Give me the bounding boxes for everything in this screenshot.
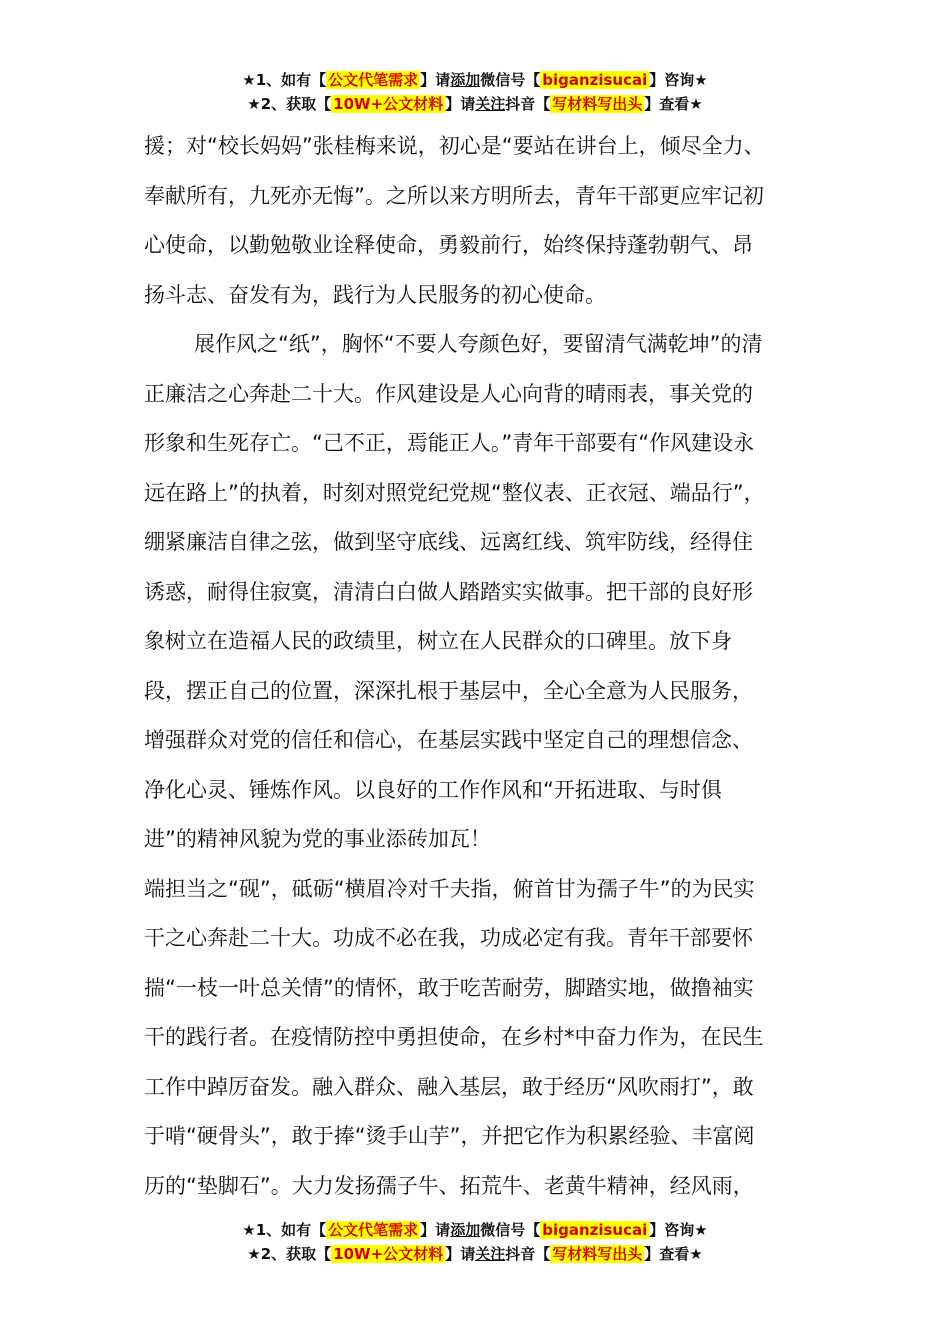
text-line: 援；对“校长妈妈”张桂梅来说，初心是“要站在讲台上，倾尽全力、 <box>144 134 765 158</box>
highlight-materials: 10W+公文材料 <box>333 95 444 113</box>
paragraph-3 <box>144 865 814 1212</box>
text-line: 绷紧廉洁自律之弦，做到坚守底线、远离红线、筑牢防线，经得住 <box>144 530 753 554</box>
highlight-wechat-id: biganzisucai <box>542 1221 648 1239</box>
text-line: 揣“一枝一叶总关情”的情怀，敢于吃苦耐劳，脚踏实地，做撸袖实 <box>144 975 754 1000</box>
text-line: 干之心奔赴二十大。功成不必在我，功成必定有我。青年干部要怀 <box>144 926 753 950</box>
banner-text: ★2、获取【 <box>247 95 332 113</box>
banner-text: 】查看★ <box>644 1245 703 1263</box>
text-line: 于啃“硬骨头”，敢于捧“烫手山芋”，并把它作为积累经验、丰富阅 <box>144 1124 755 1148</box>
document-body <box>144 122 814 1211</box>
text-line: 正廉洁之心奔赴二十大。作风建设是人心向背的晴雨表，事关党的 <box>144 381 753 406</box>
highlight-service: 公文代笔需求 <box>328 71 419 89</box>
text-line: 历的“垫脚石”。大力发扬孺子牛、拓荒牛、老黄牛精神，经风雨， <box>144 1173 754 1198</box>
banner-text: 】请 <box>445 95 476 113</box>
banner-emphasis: 关注 <box>475 1245 506 1263</box>
text-line: 进”的精神风貌为党的事业添砖加瓦！ <box>144 827 491 851</box>
text-line: 增强群众对党的信任和信心，在基层实践中坚定自己的理想信念、 <box>144 728 753 752</box>
banner-line-2 <box>0 1242 950 1266</box>
text-line: 工作中踔厉奋发。融入群众、融入基层，敢于经历“风吹雨打”，敢 <box>144 1074 754 1099</box>
text-line: 干的践行者。在疫情防控中勇担使命，在乡村*中奋力作为，在民生 <box>144 1025 764 1049</box>
banner-text: 微信号【 <box>480 71 541 89</box>
text-line: 净化心灵、锤炼作风。以良好的工作作风和“开拓进取、与时俱 <box>144 777 722 802</box>
text-line: 诱惑，耐得住寂寞，清清白白做人踏踏实实做事。把干部的良好形 <box>144 579 753 604</box>
text-line: 形象和生死存亡。“己不正，焉能正人。”青年干部要有“作风建设永 <box>144 431 755 455</box>
highlight-materials: 10W+公文材料 <box>333 1245 444 1263</box>
text-line: 心使命，以勤勉敬业诠释使命，勇毅前行，始终保持蓬勃朝气、昂 <box>144 233 753 257</box>
banner-text: 抖音【 <box>505 1245 551 1263</box>
highlight-douyin-account: 写材料写出头 <box>552 95 643 113</box>
paragraph-1 <box>144 122 814 320</box>
text-line: 展作风之“纸”，胸怀“不要人夸颜色好，要留清气满乾坤”的清 <box>194 332 763 356</box>
paragraph-2 <box>144 320 814 865</box>
banner-text: 微信号【 <box>480 1221 541 1239</box>
highlight-douyin-account: 写材料写出头 <box>552 1245 643 1263</box>
banner-text: ★1、如有【 <box>242 1221 327 1239</box>
highlight-wechat-id: biganzisucai <box>542 71 648 89</box>
banner-emphasis: 关注 <box>475 95 506 113</box>
text-line: 段，摆正自己的位置，深深扎根于基层中，全心全意为人民服务， <box>144 678 753 703</box>
text-line: 奉献所有，九死亦无悔”。之所以来方明所去，青年干部更应牢记初 <box>144 183 764 208</box>
text-line: 远在路上”的执着，时刻对照党纪党规“整仪表、正衣冠、端品行”， <box>144 480 765 505</box>
banner-emphasis: 添加 <box>450 1221 481 1239</box>
banner-emphasis: 添加 <box>450 71 481 89</box>
banner-text: 抖音【 <box>505 95 551 113</box>
highlight-service: 公文代笔需求 <box>328 1221 419 1239</box>
banner-text: 】查看★ <box>644 95 703 113</box>
header-banner <box>0 68 950 116</box>
banner-text: ★2、获取【 <box>247 1245 332 1263</box>
banner-text: ★1、如有【 <box>242 71 327 89</box>
footer-banner <box>0 1218 950 1266</box>
text-line: 端担当之“砚”，砥砺“横眉冷对千夫指，俯首甘为孺子牛”的为民实 <box>144 876 755 901</box>
banner-text: 】请 <box>445 1245 476 1263</box>
text-line: 扬斗志、奋发有为，践行为人民服务的初心使命。 <box>144 282 606 307</box>
banner-line-1 <box>0 68 950 92</box>
text-line: 象树立在造福人民的政绩里，树立在人民群众的口碑里。放下身 <box>144 629 732 653</box>
banner-text: 】咨询★ <box>649 1221 708 1239</box>
banner-text: 】请 <box>420 1221 451 1239</box>
banner-line-1 <box>0 1218 950 1242</box>
banner-line-2 <box>0 92 950 116</box>
banner-text: 】请 <box>420 71 451 89</box>
banner-text: 】咨询★ <box>649 71 708 89</box>
